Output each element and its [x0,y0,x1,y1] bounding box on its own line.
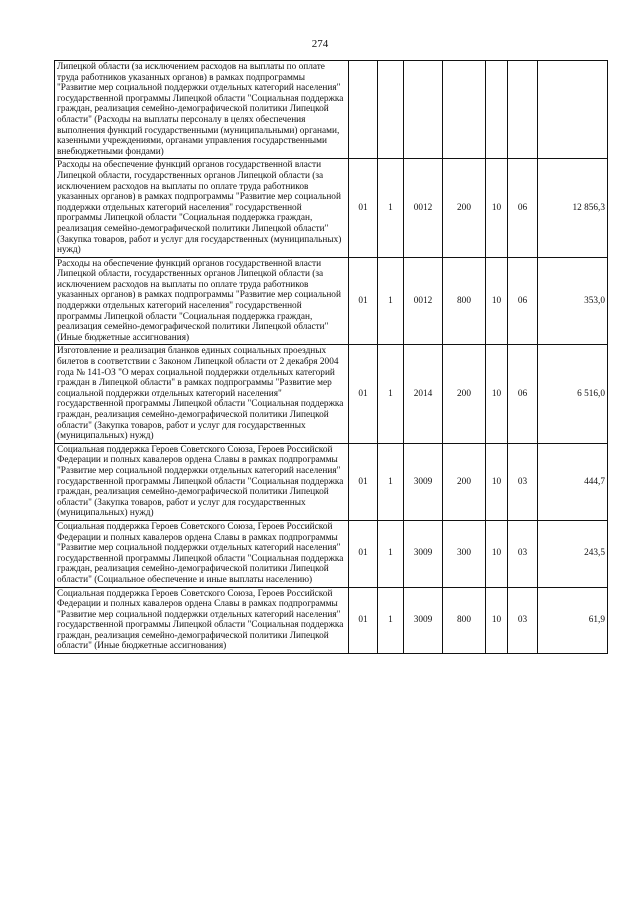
program-code: 01 [349,443,378,520]
subprogram-code: 1 [378,159,404,257]
section-code: 10 [486,587,508,654]
row-description: Расходы на обеспечение функций органов государственной власти Липецкой области, государственных органов Липецкой области (за исключением расходов на выплаты по оплате труда работников указанных органов) в рамках подпрограммы "Развитие мер социальной поддержки отдельных категорий населения" государственной программы Липецкой области "Социальная поддержка граждан, реализация семейно-демографической политики Липецкой области" (Иные бюджетные ассигнования) [55,257,349,345]
row-description: Липецкой области (за исключением расходов на выплаты по оплате труда работников указанных органов) в рамках подпрограммы "Развитие мер социальной поддержки отдельных категорий населения" государственной программы Липецкой области "Социальная поддержка граждан, реализация семейно-демографической политики Липецкой области" (Расходы на выплаты персоналу в целях обеспечения выполнения функций государственными (муниципальными) органами, казенными учреждениями, органами управления государственными внебюджетными фондами) [55,61,349,159]
section-code: 10 [486,257,508,345]
program-code: 01 [349,520,378,587]
subsection-code: 06 [508,159,538,257]
budget-table [54,60,608,654]
subprogram-code: 1 [378,443,404,520]
subsection-code: 03 [508,587,538,654]
table-row [55,257,608,345]
amount: 61,9 [538,587,608,654]
amount: 353,0 [538,257,608,345]
amount: 12 856,3 [538,159,608,257]
program-code: 01 [349,257,378,345]
row-description: Социальная поддержка Героев Советского Союза, Героев Российской Федерации и полных кавалеров ордена Славы в рамках подпрограммы "Развитие мер социальной поддержки отдельных категорий населения" государственной программы Липецкой области "Социальная поддержка граждан, реализация семейно-демографической политики Липецкой области" (Социальное обеспечение и иные выплаты населению) [55,520,349,587]
expense-type-code [443,61,486,159]
article-code: 3009 [404,587,443,654]
page-number: 274 [311,38,329,50]
expense-type-code: 300 [443,520,486,587]
amount: 444,7 [538,443,608,520]
article-code [404,61,443,159]
amount [538,61,608,159]
section-code: 10 [486,520,508,587]
expense-type-code: 200 [443,345,486,443]
row-description: Социальная поддержка Героев Советского Союза, Героев Российской Федерации и полных кавалеров ордена Славы в рамках подпрограммы "Развитие мер социальной поддержки отдельных категорий населения" государственной программы Липецкой области "Социальная поддержка граждан, реализация семейно-демографической политики Липецкой области" (Иные бюджетные ассигнования) [55,587,349,654]
program-code: 01 [349,345,378,443]
table-row [55,345,608,443]
subprogram-code: 1 [378,345,404,443]
article-code: 0012 [404,257,443,345]
subsection-code: 06 [508,345,538,443]
table-row [55,443,608,520]
article-code: 3009 [404,443,443,520]
table-row [55,587,608,654]
subsection-code: 03 [508,520,538,587]
table-row [55,61,608,159]
section-code [486,61,508,159]
article-code: 2014 [404,345,443,443]
table-row [55,520,608,587]
amount: 6 516,0 [538,345,608,443]
row-description: Расходы на обеспечение функций органов государственной власти Липецкой области, государственных органов Липецкой области (за исключением расходов на выплаты по оплате труда работников указанных органов) в рамках подпрограммы "Развитие мер социальной поддержки отдельных категорий населения" государственной программы Липецкой области "Социальная поддержка граждан, реализация семейно-демографической политики Липецкой области" (Закупка товаров, работ и услуг для государственных (муниципальных) нужд) [55,159,349,257]
subprogram-code: 1 [378,520,404,587]
subsection-code: 06 [508,257,538,345]
subprogram-code: 1 [378,587,404,654]
row-description: Изготовление и реализация бланков единых социальных проездных билетов в соответствии с Законом Липецкой области от 2 декабря 2004 года № 141-ОЗ "О мерах социальной поддержки отдельных категорий граждан в Липецкой области" в рамках подпрограммы "Развитие мер социальной поддержки отдельных категорий населения" государственной программы Липецкой области "Социальная поддержка граждан, реализация семейно-демографической политики Липецкой области" (Закупка товаров, работ и услуг для государственных (муниципальных) нужд) [55,345,349,443]
article-code: 0012 [404,159,443,257]
expense-type-code: 200 [443,159,486,257]
expense-type-code: 800 [443,587,486,654]
article-code: 3009 [404,520,443,587]
subprogram-code [378,61,404,159]
expense-type-code: 200 [443,443,486,520]
row-description: Социальная поддержка Героев Советского Союза, Героев Российской Федерации и полных кавалеров ордена Славы в рамках подпрограммы "Развитие мер социальной поддержки отдельных категорий населения" государственной программы Липецкой области "Социальная поддержка граждан, реализация семейно-демографической политики Липецкой области" (Закупка товаров, работ и услуг для государственных (муниципальных) нужд) [55,443,349,520]
section-code: 10 [486,345,508,443]
amount: 243,5 [538,520,608,587]
expense-type-code: 800 [443,257,486,345]
subprogram-code: 1 [378,257,404,345]
table-row [55,159,608,257]
subsection-code: 03 [508,443,538,520]
program-code: 01 [349,587,378,654]
program-code [349,61,378,159]
section-code: 10 [486,443,508,520]
section-code: 10 [486,159,508,257]
program-code: 01 [349,159,378,257]
subsection-code [508,61,538,159]
